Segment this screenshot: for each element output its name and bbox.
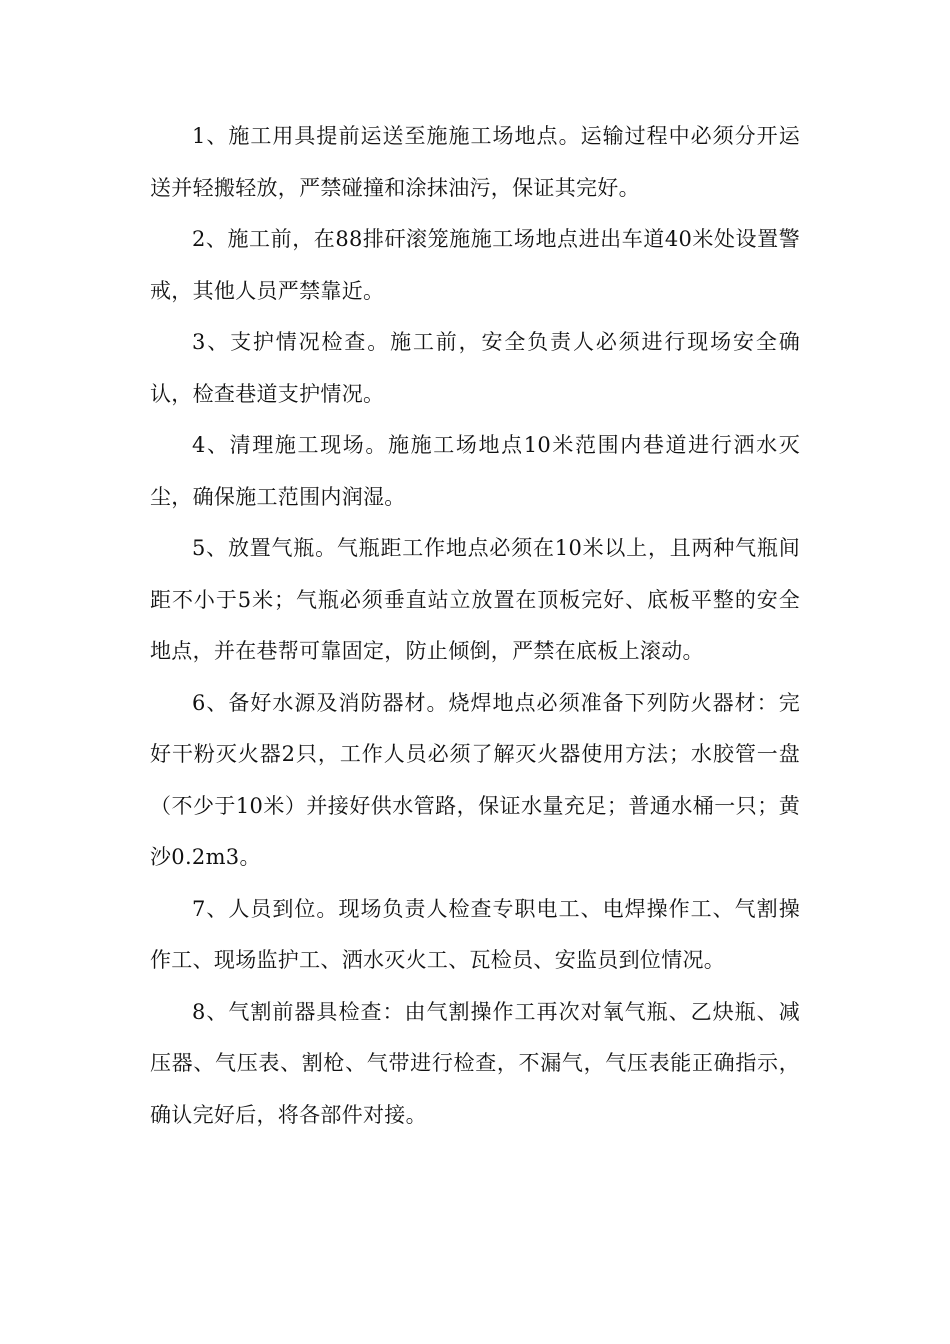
paragraph-3: 3、支护情况检查。施工前，安全负责人必须进行现场安全确认，检查巷道支护情况。 <box>150 330 800 406</box>
paragraph-1: 1、施工用具提前运送至施施工场地点。运输过程中必须分开运送并轻搬轻放，严禁碰撞和涂抹油污，保证其完好。 <box>150 124 800 200</box>
paragraph-7: 7、人员到位。现场负责人检查专职电工、电焊操作工、气割操作工、现场监护工、洒水灭火工、瓦检员、安监员到位情况。 <box>150 896 800 972</box>
paragraph-2: 2、施工前，在88排矸滚笼施施工场地点进出车道40米处设置警戒，其他人员严禁靠近。 <box>150 227 800 303</box>
paragraph-6: 6、备好水源及消防器材。烧焊地点必须准备下列防火器材：完好干粉灭火器2只，工作人员必须了解灭火器使用方法；水胶管一盘（不少于10米）并接好供水管路，保证水量充足；普通水桶一只；黄沙0.2m3。 <box>150 690 800 869</box>
paragraph-5: 5、放置气瓶。气瓶距工作地点必须在10米以上，且两种气瓶间距不小于5米；气瓶必须垂直站立放置在顶板完好、底板平整的安全地点，并在巷帮可靠固定，防止倾倒，严禁在底板上滚动。 <box>150 536 800 663</box>
document-body <box>150 111 800 1141</box>
paragraph-8: 8、气割前器具检查：由气割操作工再次对氧气瓶、乙炔瓶、减压器、气压表、割枪、气带进行检查，不漏气，气压表能正确指示，确认完好后，将各部件对接。 <box>150 999 800 1127</box>
paragraph-4: 4、清理施工现场。施施工场地点10米范围内巷道进行洒水灭尘，确保施工范围内润湿。 <box>150 433 800 509</box>
